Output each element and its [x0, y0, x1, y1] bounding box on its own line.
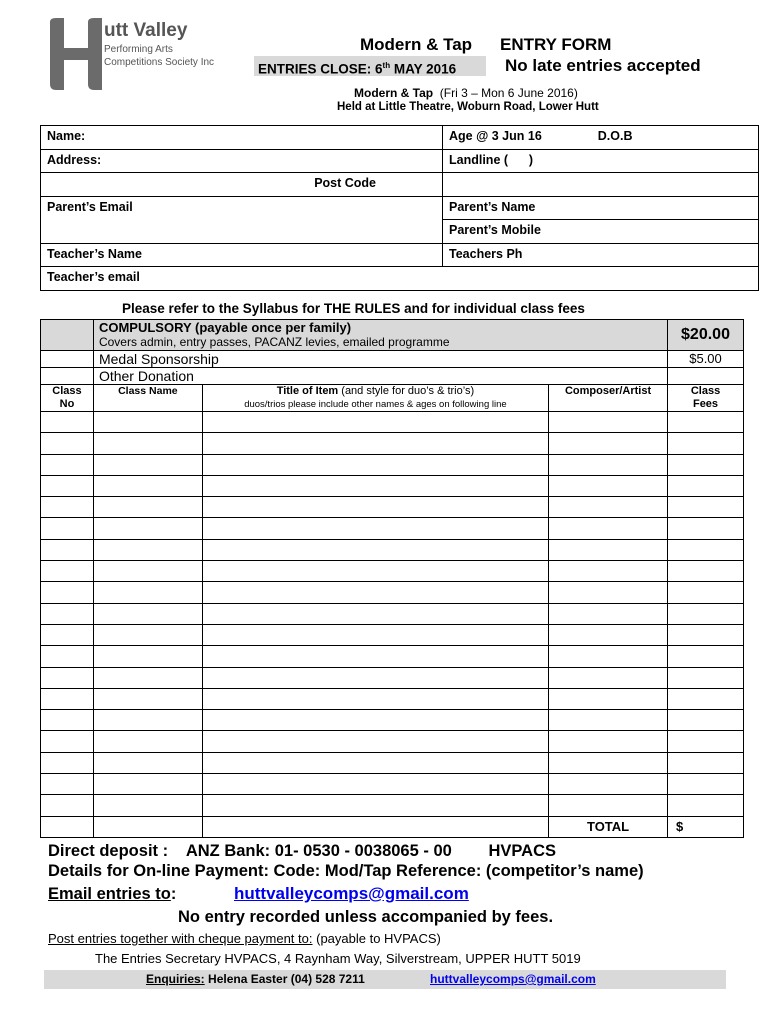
donation-blank-cell: [41, 368, 94, 385]
total-blank-3: [202, 816, 548, 837]
entry-composer-cell[interactable]: [549, 433, 668, 454]
enquiries-email-link[interactable]: huttvalleycomps@gmail.com: [430, 972, 596, 986]
entry-class-fee-cell[interactable]: [668, 774, 744, 795]
post-entries-note: Post entries together with cheque payment to: (payable to HVPACS): [48, 931, 441, 946]
entry-composer-cell[interactable]: [549, 795, 668, 816]
enquiries-contact: Enquiries: Helena Easter (04) 528 7211: [146, 972, 365, 986]
logo-line-3: Competitions Society Inc: [104, 57, 215, 68]
event-dates: Modern & Tap (Fri 3 – Mon 6 June 2016): [354, 86, 578, 100]
medal-amount[interactable]: $5.00: [668, 351, 744, 368]
entry-class-fee-cell[interactable]: [668, 795, 744, 816]
entry-class-fee-cell[interactable]: [668, 518, 744, 539]
postcode-field[interactable]: Post Code: [41, 173, 443, 197]
entry-title-cell[interactable]: [202, 774, 548, 795]
entry-class-no-cell[interactable]: [41, 624, 94, 645]
teachers-phone-field[interactable]: Teachers Ph: [443, 243, 759, 267]
medal-sponsorship: Medal Sponsorship: [93, 351, 667, 368]
entry-row: [41, 667, 744, 688]
total-blank-2: [93, 816, 202, 837]
entry-row: [41, 710, 744, 731]
entry-class-no-cell[interactable]: [41, 795, 94, 816]
contact-blank-cell[interactable]: [443, 173, 759, 197]
entry-title-cell[interactable]: [202, 518, 548, 539]
other-donation: Other Donation: [93, 368, 667, 385]
entry-class-fee-cell[interactable]: [668, 497, 744, 518]
entry-class-name-cell[interactable]: [93, 454, 202, 475]
entry-title-cell[interactable]: [202, 688, 548, 709]
teacher-email-field[interactable]: Teacher’s email: [41, 267, 759, 291]
medal-blank-cell: [41, 351, 94, 368]
entry-class-no-cell[interactable]: [41, 497, 94, 518]
total-label: TOTAL: [549, 816, 668, 837]
entry-row: [41, 518, 744, 539]
entry-row: [41, 752, 744, 773]
entry-class-no-cell[interactable]: [41, 561, 94, 582]
entry-class-name-cell[interactable]: [93, 688, 202, 709]
entry-class-fee-cell[interactable]: [668, 731, 744, 752]
entry-class-name-cell[interactable]: [93, 518, 202, 539]
entry-row: [41, 412, 744, 433]
venue: Held at Little Theatre, Woburn Road, Lower Hutt: [337, 101, 599, 113]
entry-title-cell[interactable]: [202, 731, 548, 752]
entry-rows: [41, 412, 744, 817]
entry-class-name-cell[interactable]: [93, 497, 202, 518]
entry-row: [41, 561, 744, 582]
entry-class-name-cell[interactable]: [93, 667, 202, 688]
entry-title-cell[interactable]: [202, 603, 548, 624]
form-title: ENTRY FORM: [500, 35, 612, 54]
fee-blank-cell: [41, 320, 94, 351]
entry-title-cell[interactable]: [202, 412, 548, 433]
entry-class-fee-cell[interactable]: [668, 582, 744, 603]
entry-row: [41, 497, 744, 518]
entry-class-name-cell[interactable]: [93, 582, 202, 603]
entry-class-fee-cell[interactable]: [668, 710, 744, 731]
total-amount-field[interactable]: $: [668, 816, 744, 837]
entry-composer-cell[interactable]: [549, 561, 668, 582]
entry-class-no-cell[interactable]: [41, 454, 94, 475]
entry-class-fee-cell[interactable]: [668, 603, 744, 624]
entry-class-no-cell[interactable]: [41, 688, 94, 709]
entry-class-fee-cell[interactable]: [668, 667, 744, 688]
entry-composer-cell[interactable]: [549, 667, 668, 688]
age-dob-field[interactable]: Age @ 3 Jun 16 D.O.B: [443, 126, 759, 150]
entry-class-no-cell[interactable]: [41, 475, 94, 496]
teacher-name-field[interactable]: Teacher’s Name: [41, 243, 443, 267]
entry-title-cell[interactable]: [202, 561, 548, 582]
logo-h-mark: [48, 18, 108, 90]
compulsory-fee-row: COMPULSORY (payable once per family) Covers admin, entry passes, PACANZ levies, emailed programme: [93, 320, 667, 351]
entry-row: [41, 646, 744, 667]
entry-class-fee-cell[interactable]: [668, 539, 744, 560]
col-class-name: Class Name: [93, 385, 202, 412]
entry-composer-cell[interactable]: [549, 731, 668, 752]
entry-class-fee-cell[interactable]: [668, 454, 744, 475]
entry-title-cell[interactable]: [202, 454, 548, 475]
entry-class-no-cell[interactable]: [41, 518, 94, 539]
logo-title: utt Valley: [104, 20, 188, 41]
entry-title-cell[interactable]: [202, 582, 548, 603]
entry-class-no-cell[interactable]: [41, 582, 94, 603]
entry-row: [41, 603, 744, 624]
entry-class-no-cell[interactable]: [41, 433, 94, 454]
name-field[interactable]: Name:: [41, 126, 443, 150]
col-class-fees: Class Fees: [668, 385, 744, 412]
address-field[interactable]: Address:: [41, 149, 443, 173]
entry-class-name-cell[interactable]: [93, 774, 202, 795]
entry-class-no-cell[interactable]: [41, 667, 94, 688]
entry-composer-cell[interactable]: [549, 774, 668, 795]
entry-class-fee-cell[interactable]: [668, 561, 744, 582]
col-composer: Composer/Artist: [549, 385, 668, 412]
total-blank-1: [41, 816, 94, 837]
no-entry-warning: No entry recorded unless accompanied by fees.: [178, 908, 554, 926]
form-title-event: Modern & Tap: [360, 35, 473, 54]
entry-class-fee-cell[interactable]: [668, 475, 744, 496]
entry-class-name-cell[interactable]: [93, 561, 202, 582]
entry-row: [41, 688, 744, 709]
entry-row: [41, 624, 744, 645]
entry-composer-cell[interactable]: [549, 497, 668, 518]
entry-title-cell[interactable]: [202, 433, 548, 454]
entry-class-fee-cell[interactable]: [668, 624, 744, 645]
online-payment-details: Details for On-line Payment: Code: Mod/Tap Reference: (competitor’s name): [48, 862, 644, 880]
entry-composer-cell[interactable]: [549, 688, 668, 709]
parent-mobile-field[interactable]: Parent’s Mobile: [443, 220, 759, 244]
entry-composer-cell[interactable]: [549, 454, 668, 475]
entry-row: [41, 731, 744, 752]
entry-class-name-cell[interactable]: [93, 412, 202, 433]
entry-class-no-cell[interactable]: [41, 539, 94, 560]
entry-row: [41, 475, 744, 496]
entry-class-name-cell[interactable]: [93, 624, 202, 645]
entry-composer-cell[interactable]: [549, 710, 668, 731]
entry-class-name-cell[interactable]: [93, 475, 202, 496]
parent-email-field[interactable]: Parent’s Email: [41, 196, 443, 243]
entry-title-cell[interactable]: [202, 624, 548, 645]
email-link[interactable]: huttvalleycomps@gmail.com: [234, 884, 469, 903]
entry-class-fee-cell[interactable]: [668, 646, 744, 667]
entry-composer-cell[interactable]: [549, 646, 668, 667]
entry-class-name-cell[interactable]: [93, 433, 202, 454]
entries-close: ENTRIES CLOSE: 6th MAY 2016: [254, 56, 486, 76]
entry-row: [41, 454, 744, 475]
entry-title-cell[interactable]: [202, 667, 548, 688]
entry-title-cell[interactable]: [202, 475, 548, 496]
entry-composer-cell[interactable]: [549, 475, 668, 496]
entry-class-no-cell[interactable]: [41, 731, 94, 752]
entry-row: [41, 795, 744, 816]
entry-class-no-cell[interactable]: [41, 646, 94, 667]
entries-table: [40, 319, 744, 838]
entry-class-name-cell[interactable]: [93, 795, 202, 816]
col-class-no: Class No: [41, 385, 94, 412]
contact-details-table: [40, 125, 759, 291]
entry-composer-cell[interactable]: [549, 603, 668, 624]
donation-amount[interactable]: [668, 368, 744, 385]
entry-class-name-cell[interactable]: [93, 603, 202, 624]
entry-row: [41, 433, 744, 454]
entry-class-fee-cell[interactable]: [668, 433, 744, 454]
entry-class-fee-cell[interactable]: [668, 752, 744, 773]
entry-class-name-cell[interactable]: [93, 539, 202, 560]
entry-class-fee-cell[interactable]: [668, 412, 744, 433]
entry-title-cell[interactable]: [202, 539, 548, 560]
no-late-entries: No late entries accepted: [505, 56, 701, 75]
entry-composer-cell[interactable]: [549, 752, 668, 773]
parent-name-field[interactable]: Parent’s Name: [443, 196, 759, 220]
compulsory-fee-amount: $20.00: [668, 320, 744, 351]
entry-class-no-cell[interactable]: [41, 412, 94, 433]
entry-title-cell[interactable]: [202, 752, 548, 773]
entry-title-cell[interactable]: [202, 646, 548, 667]
entry-title-cell[interactable]: [202, 795, 548, 816]
postal-address: The Entries Secretary HVPACS, 4 Raynham Way, Silverstream, UPPER HUTT 5019: [95, 951, 581, 966]
entry-composer-cell[interactable]: [549, 582, 668, 603]
entry-composer-cell[interactable]: [549, 539, 668, 560]
entry-class-no-cell[interactable]: [41, 710, 94, 731]
entry-title-cell[interactable]: [202, 710, 548, 731]
entry-row: [41, 774, 744, 795]
entry-class-name-cell[interactable]: [93, 752, 202, 773]
entry-class-name-cell[interactable]: [93, 731, 202, 752]
entry-row: [41, 582, 744, 603]
col-title: Title of Item (and style for duo’s & trio’s) duos/trios please include other names & ages on following line: [202, 385, 548, 412]
direct-deposit: Direct deposit : ANZ Bank: 01- 0530 - 0038065 - 00 HVPACS: [48, 842, 557, 860]
entry-class-no-cell[interactable]: [41, 774, 94, 795]
entry-title-cell[interactable]: [202, 497, 548, 518]
entry-composer-cell[interactable]: [549, 624, 668, 645]
entry-class-fee-cell[interactable]: [668, 688, 744, 709]
entry-composer-cell[interactable]: [549, 518, 668, 539]
entry-class-no-cell[interactable]: [41, 752, 94, 773]
entry-class-name-cell[interactable]: [93, 646, 202, 667]
entry-row: [41, 539, 744, 560]
logo-line-2: Performing Arts: [104, 44, 173, 55]
entry-composer-cell[interactable]: [549, 412, 668, 433]
entry-class-no-cell[interactable]: [41, 603, 94, 624]
email-entries-label: Email entries to:: [48, 885, 177, 903]
syllabus-note: Please refer to the Syllabus for THE RULES and for individual class fees: [122, 301, 585, 316]
entry-class-name-cell[interactable]: [93, 710, 202, 731]
landline-field[interactable]: Landline ( ): [443, 149, 759, 173]
